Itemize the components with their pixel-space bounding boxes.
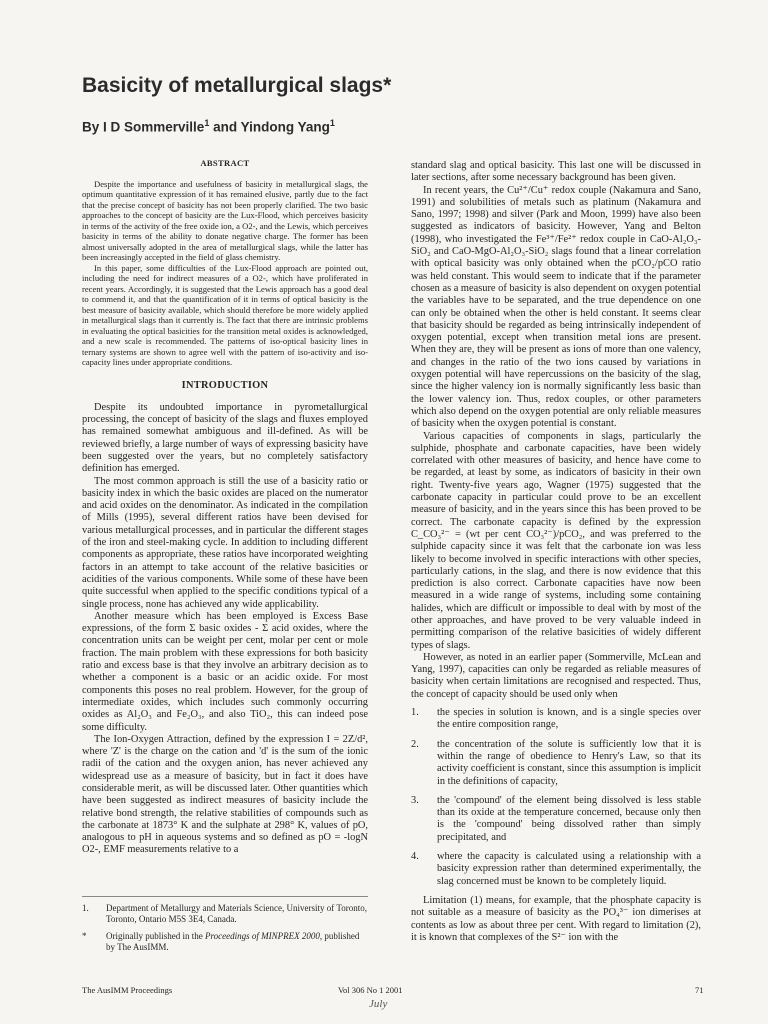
handwritten-stamp: July	[369, 998, 388, 1010]
list-item-number: 2.	[411, 738, 419, 750]
list-item	[411, 851, 701, 888]
affiliation-mark-2: 1	[329, 118, 335, 128]
introduction-heading: INTRODUCTION	[181, 379, 269, 391]
capacity-limitations-list	[411, 707, 701, 888]
affiliation-mark-1: 1	[204, 118, 210, 128]
right-column	[411, 160, 701, 944]
footer-journal: The AusIMM Proceedings	[82, 985, 173, 995]
list-item-text: the 'compound' of the element being dissolved is less stable than its oxide at the temperature concerned, because only then is the 'compound' being dissolved rather than simply precipitated, and	[437, 794, 701, 843]
footnote-1-text: Department of Metallurgy and Materials Science, University of Toronto, Toronto, Ontario M5S 3E4, Canada.	[106, 903, 367, 924]
left-column	[82, 152, 368, 857]
footnote-1	[82, 903, 368, 925]
list-item-text: the species in solution is known, and is a single species over the entire composition range,	[437, 707, 701, 731]
intro-paragraph-4: The Ion-Oxygen Attraction, defined by the expression I = 2Z/d², where 'Z' is the charge on the cation and 'd' is the sum of the ionic radii of the cation and the oxygen anion, has never achieved any widespread use as a measure of basicity, but in fact it does have considerable merit, as will be discussed later. Other quantities which have been suggested as indirect measures of basicity include the relative bond strength, the relative stabilities of compounds such as the carbonate at 1873° K and the sulphate at 298° K, values of pO, analogous to pH in aqueous systems and so defined as pO = -logN O2-, EMF measurements relative to a	[82, 733, 368, 856]
page-number: 71	[695, 985, 704, 995]
footnote-2-mark: *	[82, 931, 87, 941]
abstract-section	[82, 158, 368, 368]
list-item	[411, 707, 701, 732]
list-item-text: the concentration of the solute is sufficiently low that it is within the range of obedience to Henry's Law, so that its activity coefficient is constant, since this assumption is implicit in the definitions of capacity,	[437, 738, 701, 787]
list-item-number: 1.	[411, 707, 419, 719]
footer-volume: Vol 306 No 1 2001	[338, 985, 403, 995]
paper-title: Basicity of metallurgical slags*	[82, 74, 392, 97]
abstract-heading: ABSTRACT	[200, 158, 250, 168]
introduction-section	[82, 380, 368, 857]
right-paragraph-3: Various capacities of components in slags, particularly the sulphide, phosphate and carbonate capacities, have been widely correlated with other measures of basicity, and hence have come to be regarded, at least by some, as indicators of basicity in their own right. Twenty-five years ago, Wagner (1975) suggested that the carbonate capacity in particular could prove to be an excellent measure of basicity, and in the years since this has been proved to be correct. The carbonate capacity is defined by the expression C_CO₃²⁻ = (wt per cent CO₃²⁻)/pCO₂, and was preferred to the sulphide capacity since it was felt that the carbonate ion was less likely to become involved in specific interactions with other species, particularly cations, in the slag, and there is now evidence that this prediction is also correct. Carbonate capacities have now been measured in a wide range of systems, including some containing halides, which are difficult or impossible to deal with by most of the other approaches, and have proved to be very valuable indeed in permitting comparison of the relative basicities of widely different types of slags.	[411, 430, 701, 651]
author-2: Yindong Yang	[240, 119, 330, 135]
footnote-1-mark: 1.	[82, 903, 89, 913]
list-item-number: 3.	[411, 794, 419, 806]
footnotes	[82, 896, 368, 959]
list-item	[411, 795, 701, 844]
abstract-paragraph-1: Despite the importance and usefulness of basicity in metallurgical slags, the optimum quantitative expression of it has remained elusive, partly due to the fact that the precise concept of basicity has not been properly clarified. The two basic approaches to the concept of basicity are the Lux-Flood, which perceives basicity in terms of the activity of the free oxide ion, a O2-, and the Lewis, which perceives basicity in terms of the ability to donate negative charge. The former has been almost universally adopted in the area of metallurgical slags, while the latter has been increasingly accepted in the field of glass chemistry.	[82, 178, 368, 262]
author-conjunction: and	[209, 119, 241, 135]
intro-paragraph-2: The most common approach is still the use of a basicity ratio or basicity index in which the basic oxides are placed on the numerator and acid oxides on the denominator. As indicated in the compilation of Mills (1995), several different ratios have been devised for various metallurgical processes, and in particular the different stages of the iron and steel-making cycle. In addition to including different components as appropriate, these ratios have incorporated weighting factors in an attempt to take account of the relative basicities or acidities of the various components. While some of these have been quite successful when applied to the specific conditions typical of a single process, none has achieved any wide applicability.	[82, 475, 368, 610]
footnote-2-post: , published by The AusIMM.	[106, 931, 360, 952]
right-paragraph-4: However, as noted in an earlier paper (Sommerville, McLean and Yang, 1997), capacities can only be regarded as reliable measures of basicity when certain limitations are recognised and respected. Thus, the concept of capacity should be used only when	[411, 651, 701, 700]
footnote-2-pre: Originally published in the	[106, 931, 205, 941]
author-line	[82, 118, 335, 135]
footnote-2	[82, 931, 368, 953]
intro-paragraph-3: Another measure which has been employed is Excess Base expressions, of the form Σ basic oxides - Σ acid oxides, where the concentration units can be weight per cent, molar per cent or mole fraction. The main problem with these expressions for both basicity ratio and excess base is that they involve an arbitrary decision as to whether a component is a basic or an acidic oxide. For most components this poses no real problem. However, for the group of intermediate oxides, which includes such commonly occurring oxides as Al₂O₃ and Fe₂O₃, and also TiO₂, this can indeed pose some difficulty.	[82, 610, 368, 733]
list-item-text: where the capacity is calculated using a relationship with a basicity expression rather than determined experimentally, the slag concerned must be known to be completely liquid.	[437, 851, 701, 887]
abstract-paragraph-2: In this paper, some difficulties of the Lux-Flood approach are pointed out, including the need for indirect measures of a O2-, which have proliferated in recent years. Accordingly, it is suggested that the Lewis approach has a good deal to commend it, and that the quantification of it in terms of optical basicity is the best measure of basicity available, which should therefore be more widely applied in metallurgical slags than it currently is. The fact that there are intrinsic problems in evaluating the optical basicities for the transition metal oxides is acknowledged, and a new scale is recommended. The patterns of iso-optical basicity lines in ternary systems are shown to agree well with the pattern of iso-activity and iso-capacity lines under appropriate conditions.	[82, 262, 368, 367]
intro-paragraph-1: Despite its undoubted importance in pyrometallurgical processing, the concept of basicity of the slags and fluxes employed has remained somewhat ambiguous and ill-defined. As will be reviewed briefly, a large number of ways of expressing basicity have been suggested over the years, but no completely satisfactory definition has emerged.	[82, 401, 368, 475]
author-1: By I D Sommerville	[82, 119, 205, 135]
list-item-number: 4.	[411, 851, 419, 863]
right-paragraph-5: Limitation (1) means, for example, that the phosphate capacity is not suitable as a measure of basicity as the PO₄³⁻ ion dimerises at contents as low as about three per cent. With regard to limitation (2), it is known that complexes of the S²⁻ ion with the	[411, 894, 701, 943]
right-paragraph-2: In recent years, the Cu²⁺/Cu⁺ redox couple (Nakamura and Sano, 1991) and solubilities of metals such as platinum (Nakamura and Sano, 1997; 1998) and silver (Park and Moon, 1999) have also been suggested as indicators of basicity. However, Yang and Belton (1998), who investigated the Fe³⁺/Fe²⁺ redox couple in CaO-Al₂O₃-SiO₂ and CaO-MgO-Al₂O₃-SiO₂ slags found that a linear correlation with optical basicity was only obtained when the pCO₂/pCO ratio was held constant. This would seem to indicate that if the parameter chosen as a measure of basicity is also dependent on oxygen potential the variables have to be separated, and the true dependence on one can only be obtained when the other is held constant. It seems clear that basicity should be regarded as being intrinsically independent of oxygen potential, except when transition metal ions are present. When they are, they will be present as ions of more than one valency, and changes in the ratio of the two ions caused by variations in oxygen potential will have repercussions on the basicity of the slag, since the higher valency ion is normally significantly less basic than the lower valency ion. Thus, redox couples, or other parameters which also depend on the oxygen potential are only reliable measures of basicity when the oxygen potential is constant.	[411, 184, 701, 430]
list-item	[411, 739, 701, 788]
right-paragraph-1: standard slag and optical basicity. This last one will be discussed in later sections, after some necessary background has been given.	[411, 160, 701, 184]
footnote-2-italic: Proceedings of MINPREX 2000	[205, 931, 320, 941]
